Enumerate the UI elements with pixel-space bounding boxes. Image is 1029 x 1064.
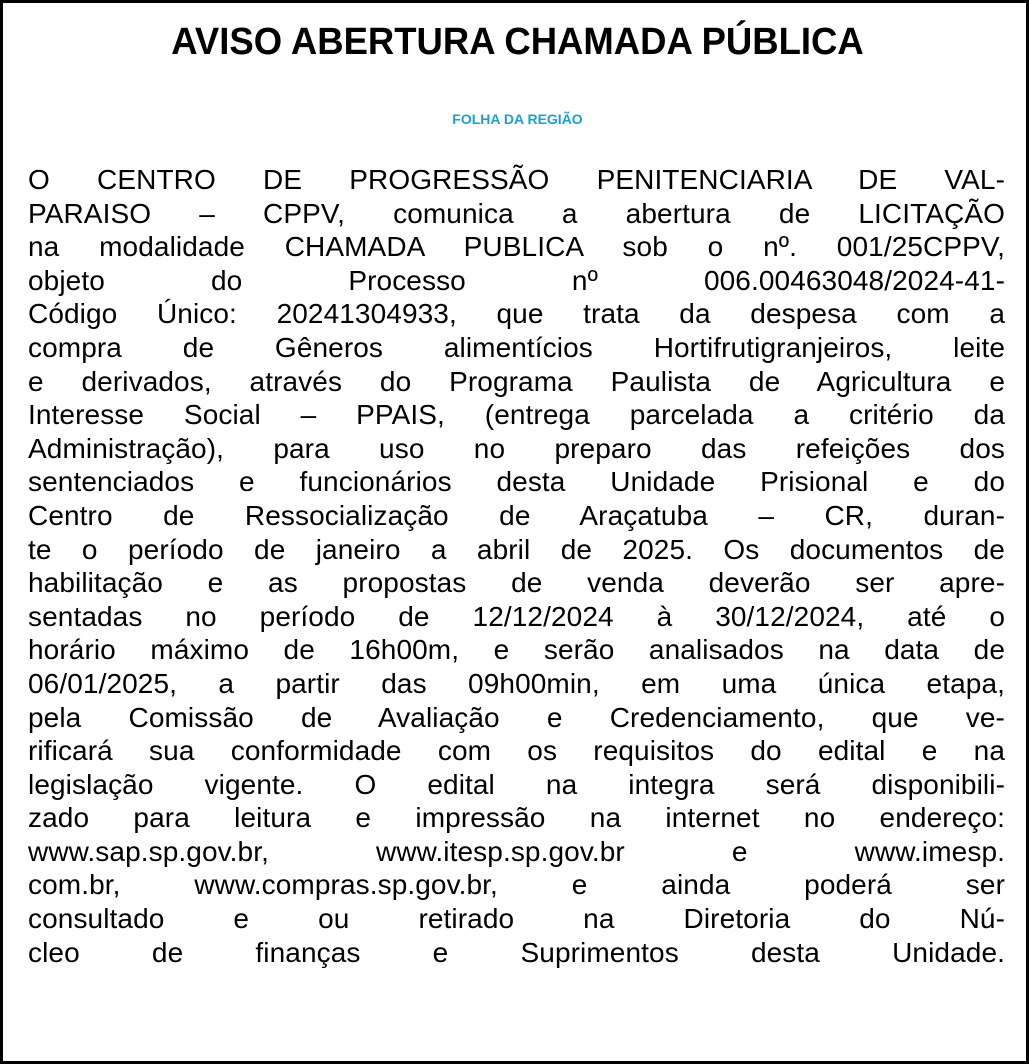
- body-line: legislação vigente. O edital na integra será disponibili-: [28, 768, 1005, 800]
- body-line: te o período de janeiro a abril de 2025. Os documentos de: [28, 533, 1005, 565]
- body-line: compra de Gêneros alimentícios Hortifrutigranjeiros, leite: [28, 331, 1005, 363]
- body-line: cleo de finanças e Suprimentos desta Unidade.: [28, 936, 1005, 968]
- notice-body: [28, 163, 1005, 969]
- body-line: 06/01/2025, a partir das 09h00min, em uma única etapa,: [28, 667, 1005, 699]
- body-line: com.br, www.compras.sp.gov.br, e ainda poderá ser: [28, 869, 1005, 901]
- body-line: habilitação e as propostas de venda deverão ser apre-: [28, 567, 1005, 599]
- body-line: sentadas no período de 12/12/2024 à 30/12/2024, até o: [28, 600, 1005, 632]
- body-line: Interesse Social – PPAIS, (entrega parcelada a critério da: [28, 399, 1005, 431]
- body-line: horário máximo de 16h00m, e serão analisados na data de: [28, 634, 1005, 666]
- body-line: consultado e ou retirado na Diretoria do Nú-: [28, 903, 1005, 935]
- source-label: FOLHA DA REGIÃO: [452, 111, 583, 127]
- body-line: sentenciados e funcionários desta Unidade Prisional e do: [28, 466, 1005, 498]
- body-line: rificará sua conformidade com os requisitos do edital e na: [28, 735, 1005, 767]
- body-line: objeto do Processo nº 006.00463048/2024-41-: [28, 264, 1005, 296]
- body-line: O CENTRO DE PROGRESSÃO PENITENCIARIA DE VAL-: [28, 164, 1005, 195]
- body-line: PARAISO – CPPV, comunica a abertura de LICITAÇÃO: [28, 197, 1005, 229]
- body-line: Administração), para uso no preparo das refeições dos: [28, 432, 1005, 464]
- body-line: www.sap.sp.gov.br, www.itesp.sp.gov.br e www.imesp.: [28, 835, 1005, 867]
- body-line: Código Único: 20241304933, que trata da despesa com a: [28, 298, 1005, 330]
- body-line: zado para leitura e impressão na internet no endereço:: [28, 802, 1005, 834]
- body-line: e derivados, através do Programa Paulista de Agricultura e: [28, 365, 1005, 397]
- notice-title: AVISO ABERTURA CHAMADA PÚBLICA: [171, 21, 864, 63]
- body-line: pela Comissão de Avaliação e Credenciamento, que ve-: [28, 701, 1005, 733]
- body-line: na modalidade CHAMADA PUBLICA sob o nº. 001/25CPPV,: [28, 231, 1005, 263]
- body-line: Centro de Ressocialização de Araçatuba – CR, duran-: [28, 499, 1005, 531]
